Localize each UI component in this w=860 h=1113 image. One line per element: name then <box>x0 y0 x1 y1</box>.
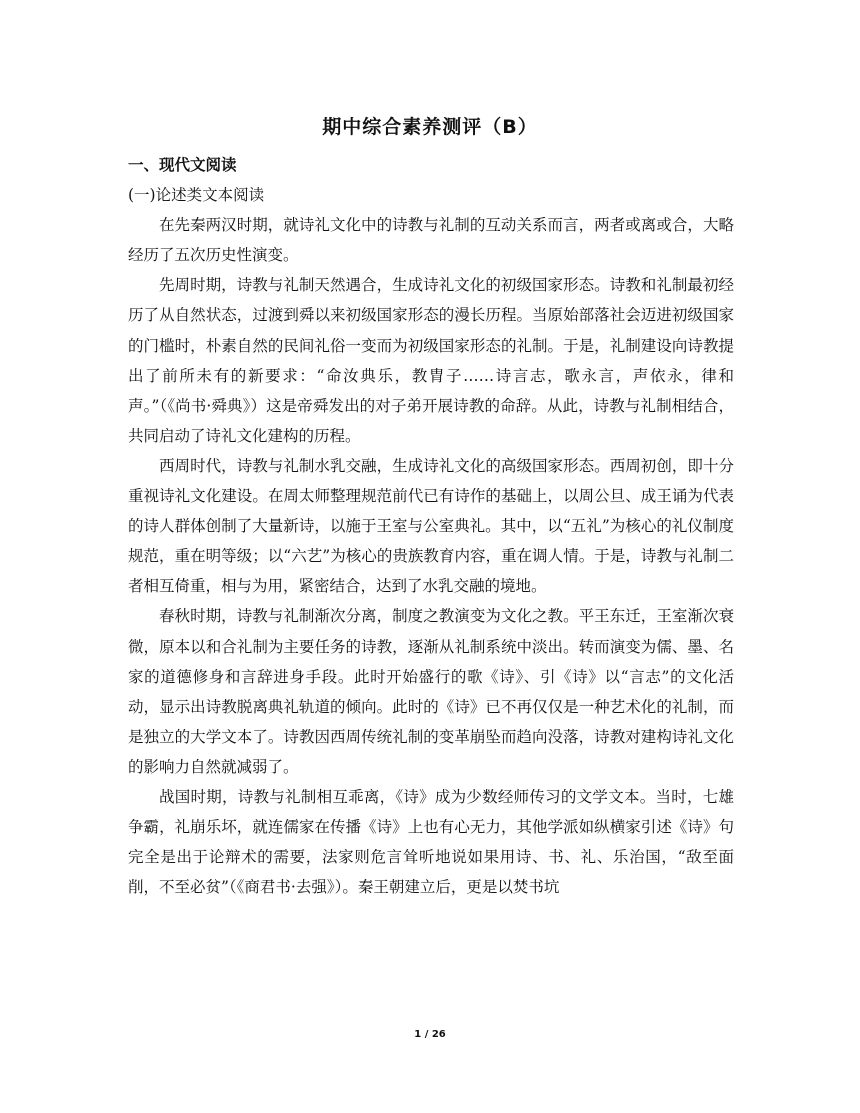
paragraph-3: 西周时代，诗教与礼制水乳交融，生成诗礼文化的高级国家形态。西周初创，即十分重视诗礼文化建设。在周太师整理规范前代已有诗作的基础上，以周公旦、成王诵为代表的诗人群体创制了大量新诗，以施于王室与公室典礼。其中，以“五礼”为核心的礼仪制度规范，重在明等级；以“六艺”为核心的贵族教育内容，重在调人情。于是，诗教与礼制二者相互倚重，相与为用，紧密结合，达到了水乳交融的境地。 <box>128 456 734 596</box>
paragraph-5: 战国时期，诗教与礼制相互乖离，《诗》成为少数经师传习的文学文本。当时，七雄争霸，礼崩乐坏，就连儒家在传播《诗》上也有心无力，其他学派如纵横家引述《诗》句完全是出于论辩术的需要，法家则危言耸听地说如果用诗、书、礼、乐治国，“敌至面削，不至必贫”（《商君书·去强》）。秦王朝建立后，更是以焚书坑 <box>128 787 734 897</box>
paragraph-2: 先周时期，诗教与礼制天然遇合，生成诗礼文化的初级国家形态。诗教和礼制最初经历了从自然状态，过渡到舜以来初级国家形态的漫长历程。当原始部落社会迈进初级国家的门槛时，朴素自然的民间礼俗一变而为初级国家形态的礼制。于是，礼制建设向诗教提出了前所未有的新要求：“命汝典乐，教胄子……诗言志，歌永言，声依永，律和声。”（《尚书·舜典》）这是帝舜发出的对子弟开展诗教的命辞。从此，诗教与礼制相结合，共同启动了诗礼文化建构的历程。 <box>128 276 734 445</box>
sub-heading: (一)论述类文本阅读 <box>128 186 265 205</box>
document-body <box>128 150 734 902</box>
page-number: 1 / 26 <box>414 1029 446 1040</box>
section-heading: 一、现代文阅读 <box>128 156 237 174</box>
paragraph-4: 春秋时期，诗教与礼制渐次分离，制度之教演变为文化之教。平王东迁，王室渐次衰微，原本以和合礼制为主要任务的诗教，逐渐从礼制系统中淡出。转而演变为儒、墨、名家的道德修身和言辞进身手段。此时开始盛行的歌《诗》、引《诗》以“言志”的文化活动，显示出诗教脱离典礼轨道的倾向。此时的《诗》已不再仅仅是一种艺术化的礼制，而是独立的大学文本了。诗教因西周传统礼制的变革崩坠而趋向没落，诗教对建构诗礼文化的影响力自然就减弱了。 <box>128 607 734 776</box>
paragraph-1: 在先秦两汉时期，就诗礼文化中的诗教与礼制的互动关系而言，两者或离或合，大略经历了五次历史性演变。 <box>128 216 734 265</box>
document-title: 期中综合素养测评（B） <box>322 116 538 138</box>
